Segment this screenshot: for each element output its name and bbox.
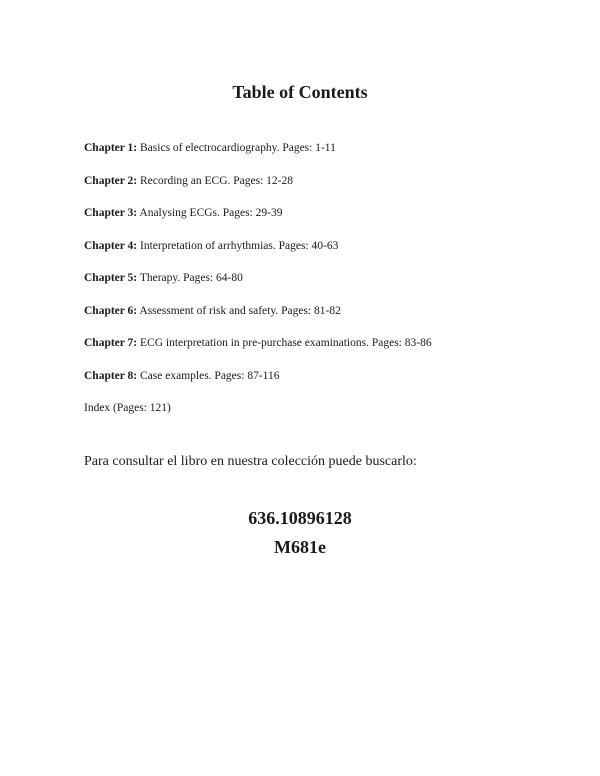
call-number-line-1: 636.10896128: [248, 508, 352, 528]
chapter-text: Basics of electrocardiography. Pages: 1-11: [140, 142, 336, 154]
toc-entry-chapter-5: [84, 271, 564, 285]
chapter-label: Chapter 2:: [84, 174, 138, 187]
index-entry: Index (Pages: 121): [84, 402, 171, 414]
chapter-label: Chapter 8:: [84, 369, 138, 382]
chapter-text: Interpretation of arrhythmias. Pages: 40-63: [140, 239, 339, 252]
table-of-contents: [84, 141, 564, 401]
toc-entry-chapter-4: [84, 239, 564, 253]
toc-entry-chapter-2: [84, 174, 564, 188]
toc-entry-chapter-7: [84, 336, 564, 350]
page-title: Table of Contents: [232, 82, 368, 102]
toc-entry-chapter-1: [84, 141, 564, 155]
chapter-label: Chapter 3:: [84, 207, 138, 219]
chapter-text: Analysing ECGs. Pages: 29-39: [139, 207, 283, 219]
catalog-intro-text: Para consultar el libro en nuestra colección puede buscarlo:: [84, 454, 417, 469]
chapter-text: Recording an ECG. Pages: 12-28: [140, 174, 294, 187]
chapter-label: Chapter 4:: [84, 239, 138, 252]
chapter-text: Case examples. Pages: 87-116: [140, 369, 280, 382]
chapter-text: ECG interpretation in pre-purchase examinations. Pages: 83-86: [140, 337, 432, 349]
chapter-text: Assessment of risk and safety. Pages: 81-82: [139, 304, 341, 317]
chapter-label: Chapter 7:: [84, 337, 138, 349]
chapter-label: Chapter 6:: [84, 304, 138, 317]
toc-entry-chapter-8: [84, 369, 564, 383]
toc-entry-chapter-6: [84, 304, 564, 318]
toc-entry-chapter-3: [84, 206, 564, 220]
chapter-label: Chapter 1:: [84, 142, 138, 154]
chapter-label: Chapter 5:: [84, 272, 138, 284]
call-number-line-2: M681e: [274, 537, 326, 557]
chapter-text: Therapy. Pages: 64-80: [139, 272, 243, 284]
